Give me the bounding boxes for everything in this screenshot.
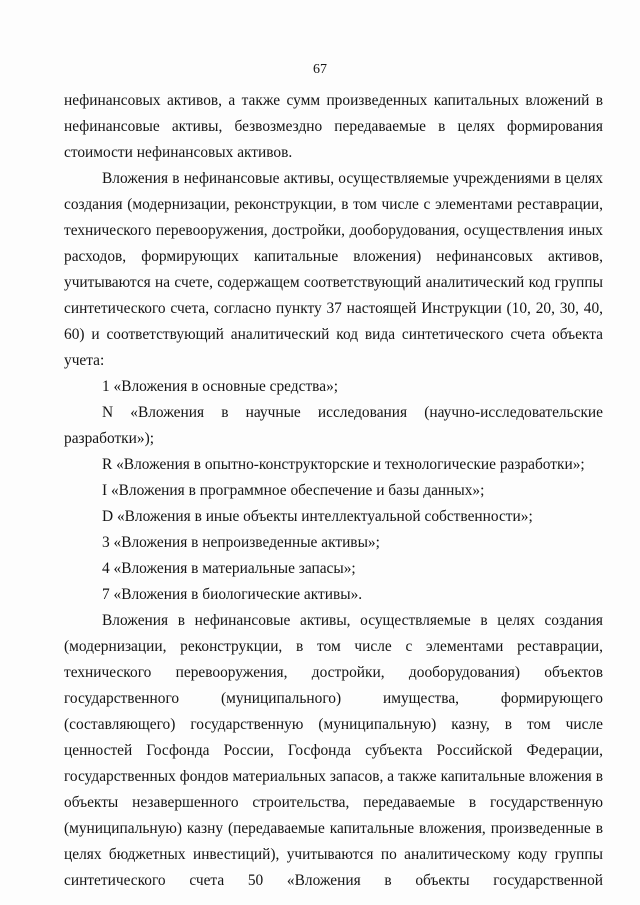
list-item-inventories: 4 «Вложения в материальные запасы»; bbox=[102, 560, 356, 577]
list-item-rnd: R «Вложения в опытно-конструкторские и технологические разработки»; bbox=[102, 456, 585, 473]
list-item-scientific-research: N «Вложения в научные исследования (научно-исследовательские разработки»); bbox=[64, 404, 603, 447]
paragraph-continuation: нефинансовых активов, а также сумм произведенных капитальных вложений в нефинансовые активы, безвозмездно передаваемые в целях формирования стоимости нефинансовых активов. bbox=[64, 92, 603, 161]
paragraph-investments-institutions: Вложения в нефинансовые активы, осуществляемые учреждениями в целях создания (модернизации, реконструкции, в том числе с элементами реставрации, технического перевооружения, достройки, дооборудования, осуществления иных расходов, формирующих капитальные вложения) нефинансовых активов, учитываются на счете, содержащем соответствующий аналитический код группы синтетического счета, согласно пункту 37 настоящей Инструкции (10, 20, 30, 40, 60) и соответствующий аналитический код вида синтетического счета объекта учета: bbox=[64, 170, 603, 369]
list-item-intellectual-property: D «Вложения в иные объекты интеллектуальной собственности»; bbox=[102, 508, 533, 525]
document-body bbox=[64, 88, 603, 894]
list-item-nonproduced-assets: 3 «Вложения в непроизведенные активы»; bbox=[102, 534, 380, 551]
paragraph-investments-treasury: Вложения в нефинансовые активы, осуществляемые в целях создания (модернизации, реконструкции, в том числе с элементами реставрации, технического перевооружения, достройки, дооборудования) объектов государственного (муниципального) имущества, формирующего (составляющего) государственную (муниципальную) казну, в том числе ценностей Госфонда России, Госфонда субъекта Российской Федерации, государственных фондов материальных запасов, а также капитальные вложения в объекты незавершенного строительства, передаваемые в государственную (муниципальную) казну (передаваемые капитальные вложения, произведенные в целях бюджетных инвестиций), учитываются по аналитическому коду группы синтетического счета 50 «Вложения в объекты государственной bbox=[64, 612, 603, 889]
list-item-software-databases: I «Вложения в программное обеспечение и базы данных»; bbox=[102, 482, 485, 499]
list-item-fixed-assets: 1 «Вложения в основные средства»; bbox=[102, 378, 339, 395]
list-item-biological-assets: 7 «Вложения в биологические активы». bbox=[102, 586, 363, 603]
page-number: 67 bbox=[313, 62, 327, 77]
